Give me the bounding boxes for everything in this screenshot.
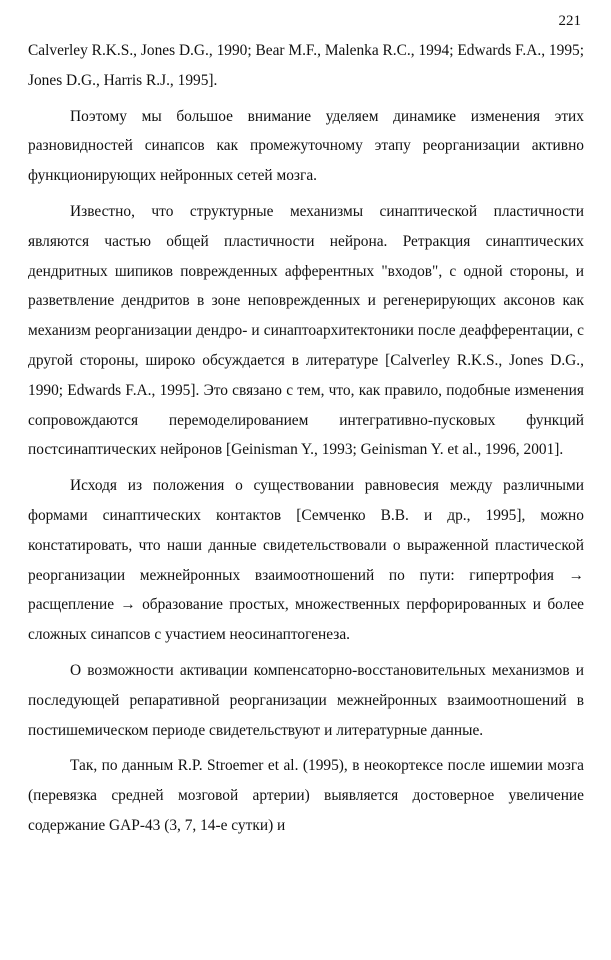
paragraph-1: Calverley R.K.S., Jones D.G., 1990; Bear M.F., Malenka R.C., 1994; Edwards F.A., 1995; Jones D.G., Harris R.J., 1995]. [28, 42, 584, 89]
body-text [28, 36, 584, 847]
paragraph-5: О возможности активации компенсаторно-восстановительных механизмов и последующей репаративной реорганизации межнейронных взаимоотношений в постишемическом периоде свидетельствуют и литературные данные. [28, 661, 584, 739]
paragraph-3: Известно, что структурные механизмы синаптической пластичности являются частью общей пластичности нейрона. Ретракция синаптических дендритных шипиков поврежденных афферентных "входов", с одной стороны, и разветвление дендритов в зоне неповрежденных и регенерирующих аксонов как механизм реорганизации дендро- и синаптоархитектоники после деафферентации, с другой стороны, широко обсуждается в литературе [Calverley R.K.S., Jones D.G., 1990; Edwards F.A., 1995]. Это связано с тем, что, как правило, подобные изменения сопровождаются перемоделированием интегративно-пусковых функций постсинаптических нейронов [Geinisman Y., 1993; Geinisman Y. et al., 1996, 2001]. [28, 202, 584, 459]
paragraph-2: Поэтому мы большое внимание уделяем динамике изменения этих разновидностей синапсов как промежуточному этапу реорганизации активно функционирующих нейронных сетей мозга. [28, 107, 584, 185]
page-number: 221 [558, 13, 581, 29]
paragraph-4: Исходя из положения о существовании равновесия между различными формами синаптических контактов [Семченко В.В. и др., 1995], можно констатировать, что наши данные свидетельствовали о выраженной пластической реорганизации межнейронных взаимоотношений по пути: гипертрофия → расщепление → образование простых, множественных перфорированных и более сложных синапсов с участием неосинаптогенеза. [28, 477, 584, 644]
paragraph-6: Так, по данным R.P. Stroemer et al. (1995), в неокортексе после ишемии мозга (перевязка средней мозговой артерии) выявляется достоверное увеличение содержание GAP-43 (3, 7, 14-е сутки) и [28, 757, 584, 834]
